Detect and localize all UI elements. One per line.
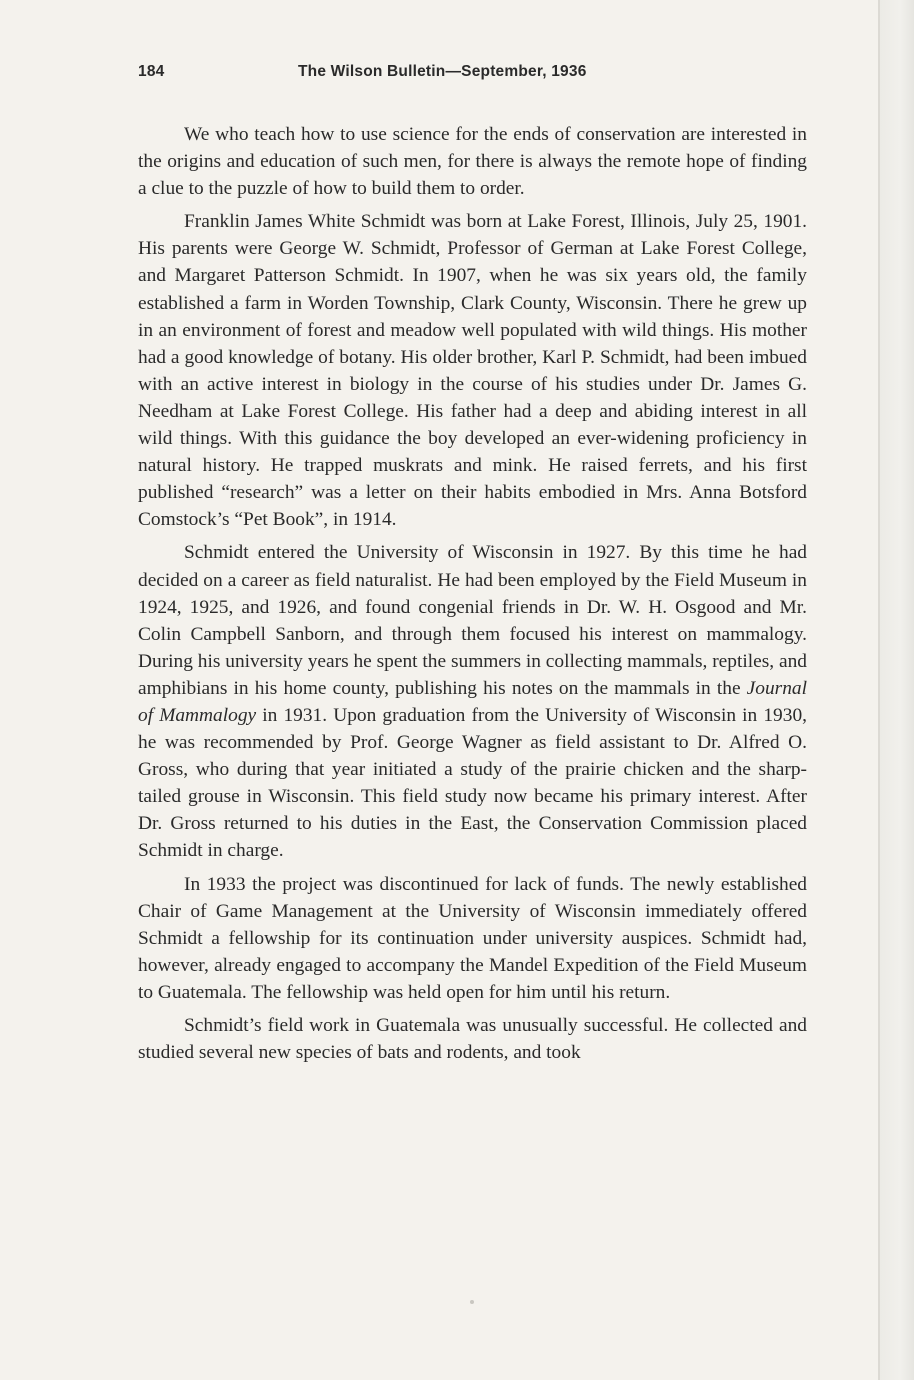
- paragraph-intro: We who teach how to use science for the ends of conservation are interested in the origins and education of such men, for there is always the remote hope of finding a clue to the puzzle of how to build them to order.: [138, 124, 807, 200]
- paragraph-university-text-after: in 1931. Upon graduation from the University of Wisconsin in 1930, he was recommended by Prof. George Wagner as field assistant to Dr. Alfred O. Gross, who during that year initiated a study of the prairie chicken and the sharp-tailed grouse in Wisconsin. This field study now became his primary interest. After Dr. Gross returned to his duties in the East, the Conservation Commission placed Schmidt in charge.: [138, 704, 807, 862]
- running-header: [138, 63, 808, 87]
- page-number: 184: [138, 63, 165, 80]
- paragraph-early-life: Franklin James White Schmidt was born at Lake Forest, Illinois, July 25, 1901. His parents were George W. Schmidt, Professor of German at Lake Forest College, and Margaret Patterson Schmidt. In 1907, when he was six years old, the family established a farm in Worden Township, Clark County, Wisconsin. There he grew up in an environment of forest and meadow well populated with wild things. His mother had a good knowledge of botany. His older brother, Karl P. Schmidt, had been imbued with an active interest in biology in the course of his studies under Dr. James G. Needham at Lake Forest College. His father had a deep and abiding interest in all wild things. With this guidance the boy developed an ever-widening proficiency in natural history. He trapped muskrats and mink. He raised ferrets, and his first published “research” was a letter on their habits embodied in Mrs. Anna Botsford Comstock’s “Pet Book”, in 1914.: [138, 211, 807, 531]
- article-body: [138, 121, 807, 1072]
- running-title: The Wilson Bulletin—September, 1936: [298, 63, 587, 80]
- paragraph-guatemala: Schmidt’s field work in Guatemala was unusually successful. He collected and studied several new species of bats and rodents, and took: [138, 1015, 807, 1064]
- paragraph-university-text-before: Schmidt entered the University of Wisconsin in 1927. By this time he had decided on a career as field naturalist. He had been employed by the Field Museum in 1924, 1925, and 1926, and found congenial friends in Dr. W. H. Osgood and Mr. Colin Campbell Sanborn, and through them focused his interest on mammalogy. During his university years he spent the summers in collecting mammals, reptiles, and amphibians in his home county, publishing his notes on the mammals in the: [138, 542, 807, 699]
- facing-page-edge: [880, 0, 914, 1380]
- paragraph-fellowship: In 1933 the project was discontinued for lack of funds. The newly established Chair of Game Management at the University of Wisconsin immediately offered Schmidt a fellowship for its continuation under university auspices. Schmidt had, however, already engaged to accompany the Mandel Expedition of the Field Museum to Guatemala. The fellowship was held open for him until his return.: [138, 873, 807, 1003]
- journal-title: Journal of Mammalogy: [138, 677, 807, 726]
- paragraph-university: [138, 539, 807, 864]
- paper-speck: [470, 1300, 474, 1304]
